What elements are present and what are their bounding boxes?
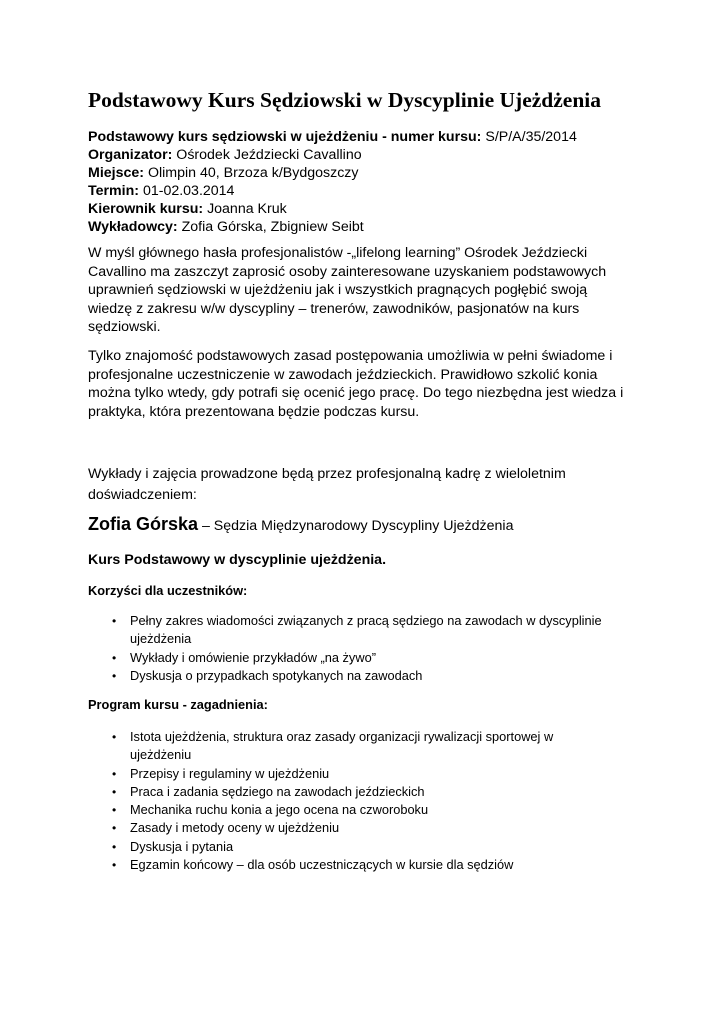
meta-date: Termin: 01-02.03.2014 [88, 183, 235, 199]
list-item: • Mechanika ruchu konia a jego ocena na czworoboku [112, 801, 553, 819]
list-item: • Wykłady i omówienie przykładów „na żywo” [112, 649, 602, 667]
meta-manager: Kierownik kursu: Joanna Kruk [88, 201, 287, 217]
bullet-icon: • [112, 650, 117, 665]
document-title: Podstawowy Kurs Sędziowski w Dyscyplinie Ujeżdżenia [88, 88, 602, 112]
knowledge-paragraph: Tylko znajomość podstawowych zasad postępowania umożliwia w pełni świadome i profesjonalne uczestniczenie w zawodach jeździeckich. Prawidłowo szkolić konia można tylko wtedy, gdy potrafi się ocenić jego pracę. Do tego niezbędna jest wiedza i praktyka, która prezentowana będzie podczas kursu. [88, 348, 624, 420]
bullet-icon: • [112, 614, 117, 628]
lecturer-line [88, 514, 513, 535]
bullet-icon: • [112, 839, 117, 854]
benefits-heading: Korzyści dla uczestników: [88, 583, 248, 598]
staff-paragraph: Wykłady i zajęcia prowadzone będą przez profesjonalną kadrę z wieloletnim doświadczeniem: [88, 466, 566, 503]
bullet-icon: • [112, 730, 117, 744]
program-heading: Program kursu - zagadnienia: [88, 697, 268, 712]
bullet-icon: • [112, 858, 117, 873]
course-meta [88, 128, 577, 236]
meta-organizer: Organizator: Ośrodek Jeździecki Cavallino [88, 147, 362, 163]
bullet-icon: • [112, 821, 117, 836]
list-item: • Istota ujeżdżenia, struktura oraz zasady organizacji rywalizacji sportowej w ujeżdżeniu [112, 729, 554, 763]
bullet-icon: • [112, 784, 117, 799]
meta-lecturers: Wykładowcy: Zofia Górska, Zbigniew Seibt [88, 219, 364, 235]
list-item: • Przepisy i regulaminy w ujeżdżeniu [112, 765, 553, 783]
bullet-icon: • [112, 803, 117, 818]
list-item: • Praca i zadania sędziego na zawodach jeździeckich [112, 783, 553, 801]
list-item: • Dyskusja i pytania [112, 838, 553, 856]
program-list [112, 728, 553, 874]
bullet-icon: • [112, 766, 117, 781]
bullet-icon: • [112, 668, 117, 683]
lecturer-name: Zofia Górska [88, 514, 199, 534]
meta-course-number: Podstawowy kurs sędziowski w ujeżdżeniu - numer kursu: S/P/A/35/2014 [88, 129, 577, 145]
intro-paragraph: W myśl głównego hasła profesjonalistów -„lifelong learning” Ośrodek Jeździecki Cavallino ma zaszczyt zaprosić osoby zainteresowane uzyskaniem podstawowych uprawnień sędziowski w ujeżdżeniu jak i wszystkich pragnących pogłębić swoją wiedzę z zakresu w/w dyscypliny – trenerów, zawodników, pasjonatów na kurs sędziowski. [88, 245, 607, 335]
list-item: • Dyskusja o przypadkach spotykanych na zawodach [112, 667, 602, 685]
lecturer-role: – Sędzia Międzynarodowy Dyscypliny Ujeżdżenia [198, 518, 514, 534]
benefits-list [112, 612, 602, 685]
meta-place: Miejsce: Olimpin 40, Brzoza k/Bydgoszczy [88, 165, 359, 181]
list-item: • Pełny zakres wiadomości związanych z pracą sędziego na zawodach w dyscyplinie ujeżdżenia [112, 613, 602, 647]
list-item: • Egzamin końcowy – dla osób uczestniczących w kursie dla sędziów [112, 856, 553, 874]
list-item: • Zasady i metody oceny w ujeżdżeniu [112, 819, 553, 837]
course-heading: Kurs Podstawowy w dyscyplinie ujeżdżenia. [88, 552, 387, 568]
